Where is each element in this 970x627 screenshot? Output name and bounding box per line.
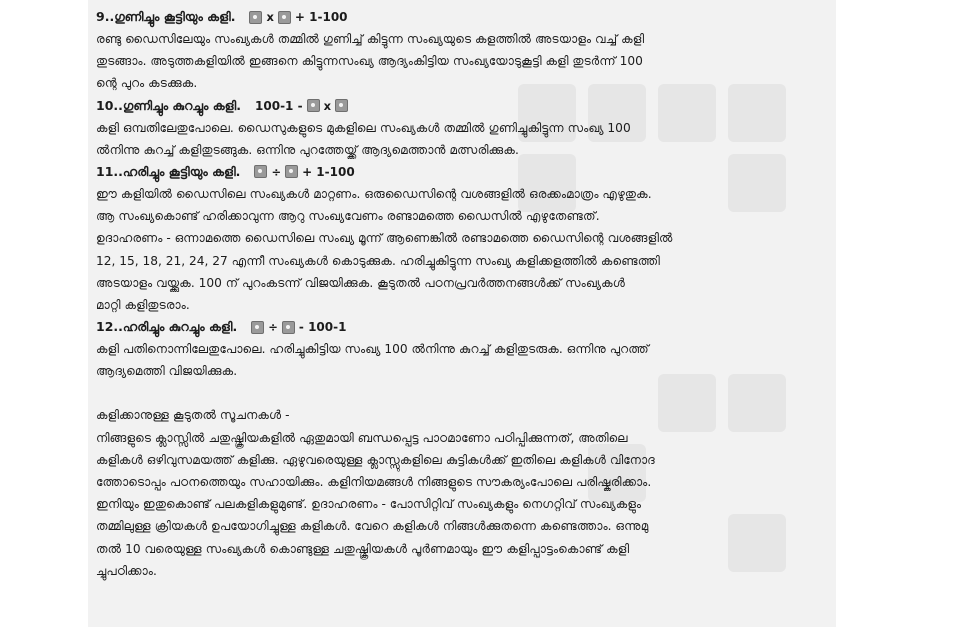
- dice-icon: [307, 99, 320, 112]
- dice-icon: [282, 321, 295, 334]
- body-line: ച്ചുപഠിക്കാം.: [96, 563, 157, 578]
- section-heading-12: [96, 316, 831, 338]
- section-title: 9..ഗുണിച്ചും കൂട്ടിയും കളി.: [96, 9, 236, 24]
- formula-range: - 100-1: [298, 320, 347, 335]
- body-line: തൽ 10 വരെയുള്ള സംഖ്യകൾ കൊണ്ടുള്ള ചതുഷ്ക്രിയകൾ പൂർണമായും ഈ കളിപ്പാട്ടംകൊണ്ട് കളി: [96, 541, 630, 556]
- section-heading-10: [96, 95, 831, 117]
- section-heading-11: [96, 161, 831, 183]
- body-line: ഉദാഹരണം - ഒന്നാമത്തെ ഡൈസിലെ സംഖ്യ മൂന്ന് ആണെങ്കിൽ രണ്ടാമത്തെ ഡൈസിന്റെ വശങ്ങളിൽ: [96, 231, 673, 246]
- formula-operator: x: [266, 10, 274, 24]
- formula-operator: x: [323, 98, 331, 113]
- dice-icon: [249, 11, 262, 24]
- body-line: മാറ്റി കളിതുടരാം.: [96, 297, 190, 312]
- formula-operator: ÷: [268, 320, 278, 335]
- section-body-10: [96, 117, 831, 161]
- spacer: [96, 382, 831, 404]
- body-line: കളികൾ ഒഴിവുസമയത്ത് കളിക്കു. ഏഴുവരെയുള്ള ക്ലാസ്സുകളിലെ കുട്ടികൾക്ക് ഇതിലെ കളികൾ വിനോദ: [96, 452, 655, 467]
- suggestions-title: കളിക്കാനുള്ള കൂടുതൽ സൂചനകൾ -: [96, 408, 290, 423]
- section-title: 11..ഹരിച്ചും കൂട്ടിയും കളി.: [96, 163, 241, 179]
- section-title: 12..ഹരിച്ചും കുറച്ചും കളി.: [96, 319, 238, 335]
- dice-icon: [278, 11, 291, 24]
- scanned-page: [88, 0, 836, 627]
- body-line: ത്തോടൊപ്പം പഠനത്തെയും സഹായിക്കും. കളിനിയമങ്ങൾ നിങ്ങളുടെ സൗകര്യംപോലെ പരിഷ്കരിക്കാം.: [96, 475, 652, 489]
- dice-icon: [254, 165, 267, 178]
- formula-range: 100-1 -: [255, 98, 303, 113]
- body-line: ആ സംഖ്യകൊണ്ട് ഹരിക്കാവുന്ന ആറു സംഖ്യവേണം രണ്ടാമത്തെ ഡൈസിൽ എഴുതേണ്ടത്.: [96, 209, 600, 224]
- section-heading-9: [96, 6, 831, 28]
- dice-icon: [251, 321, 264, 334]
- body-line: ൽനിന്നു കുറച്ച് കളിതുടങ്ങുക. ഒന്നിനു പുറത്തേയ്ക്ക് ആദ്യമെത്താൻ മത്സരിക്കുക.: [96, 142, 519, 157]
- section-body-11: [96, 183, 831, 316]
- body-line: ഇനിയും ഇതുകൊണ്ട് പലകളികളുമുണ്ട്. ഉദാഹരണം - പോസിറ്റിവ് സംഖ്യകളും നെഗറ്റിവ് സംഖ്യകളും: [96, 497, 642, 512]
- body-line: നിങ്ങളുടെ ക്ലാസ്സിൽ ചതുഷ്ക്രിയകളിൽ ഏതുമായി ബന്ധപ്പെട്ട പാഠമാണോ പഠിപ്പിക്കുന്നത്, അതിലെ: [96, 430, 628, 445]
- body-line: രണ്ടു ഡൈസിലേയും സംഖ്യകൾ തമ്മിൽ ഗുണിച്ച് കിട്ടുന്ന സംഖ്യയുടെ കളത്തിൽ അടയാളം വച്ച് കളി: [96, 32, 645, 46]
- body-line: ന്റെ പുറം കടക്കുക.: [96, 76, 198, 91]
- formula-operator: ÷: [271, 164, 282, 179]
- section-title: 10..ഗുണിച്ചും കുറച്ചും കളി.: [96, 97, 242, 113]
- formula-range: + 1-100: [294, 10, 348, 24]
- section-body-12: [96, 338, 831, 382]
- body-line: ആദ്യമെത്തി വിജയിക്കുക.: [96, 364, 238, 379]
- body-line: ഈ കളിയിൽ ഡൈസിലെ സംഖ്യകൾ മാറ്റണം. ഒരുഡൈസിന്റെ വശങ്ങളിൽ ഒരക്കംമാത്രം എഴുതുക.: [96, 186, 652, 201]
- formula-range: + 1-100: [302, 164, 355, 179]
- body-line: 12, 15, 18, 21, 24, 27 എന്നീ സംഖ്യകൾ കൊടുക്കുക. ഹരിച്ചുകിട്ടുന്ന സംഖ്യ കളിക്കളത്തിൽ കണ്ടെത്തി: [96, 253, 660, 268]
- page-content: [96, 6, 831, 582]
- suggestions-block: [96, 404, 831, 582]
- body-line: കളി പതിനൊന്നിലേതുപോലെ. ഹരിച്ചുകിട്ടിയ സംഖ്യ 100 ൽനിന്നു കുറച്ച് കളിതുടരുക. ഒന്നിനു പുറത്ത്: [96, 342, 649, 357]
- body-line: കളി ഒമ്പതിലേതുപോലെ. ഡൈസുകളുടെ മുകളിലെ സംഖ്യകൾ തമ്മിൽ ഗുണിച്ചുകിട്ടുന്ന സംഖ്യ 100: [96, 120, 631, 135]
- body-line: തമ്മിലുള്ള ക്രിയകൾ ഉപയോഗിച്ചുള്ള കളികൾ. വേറെ കളികൾ നിങ്ങൾക്കുതന്നെ കണ്ടെത്താം. ഒന്നുമു: [96, 519, 649, 534]
- dice-icon: [335, 99, 348, 112]
- body-line: തുടങ്ങാം. അടുത്തകളിയിൽ ഇങ്ങനെ കിട്ടുന്നസംഖ്യ ആദ്യംകിട്ടിയ സംഖ്യയോടുകൂട്ടി കളി തുടർന്ന് 100: [96, 54, 643, 69]
- dice-icon: [285, 165, 298, 178]
- body-line: അടയാളം വയ്ക്കുക. 100 ന് പുറംകടന്ന് വിജയിക്കുക. കൂടുതൽ പഠനപ്രവർത്തനങ്ങൾക്ക് സംഖ്യകൾ: [96, 275, 625, 290]
- section-body-9: [96, 28, 831, 95]
